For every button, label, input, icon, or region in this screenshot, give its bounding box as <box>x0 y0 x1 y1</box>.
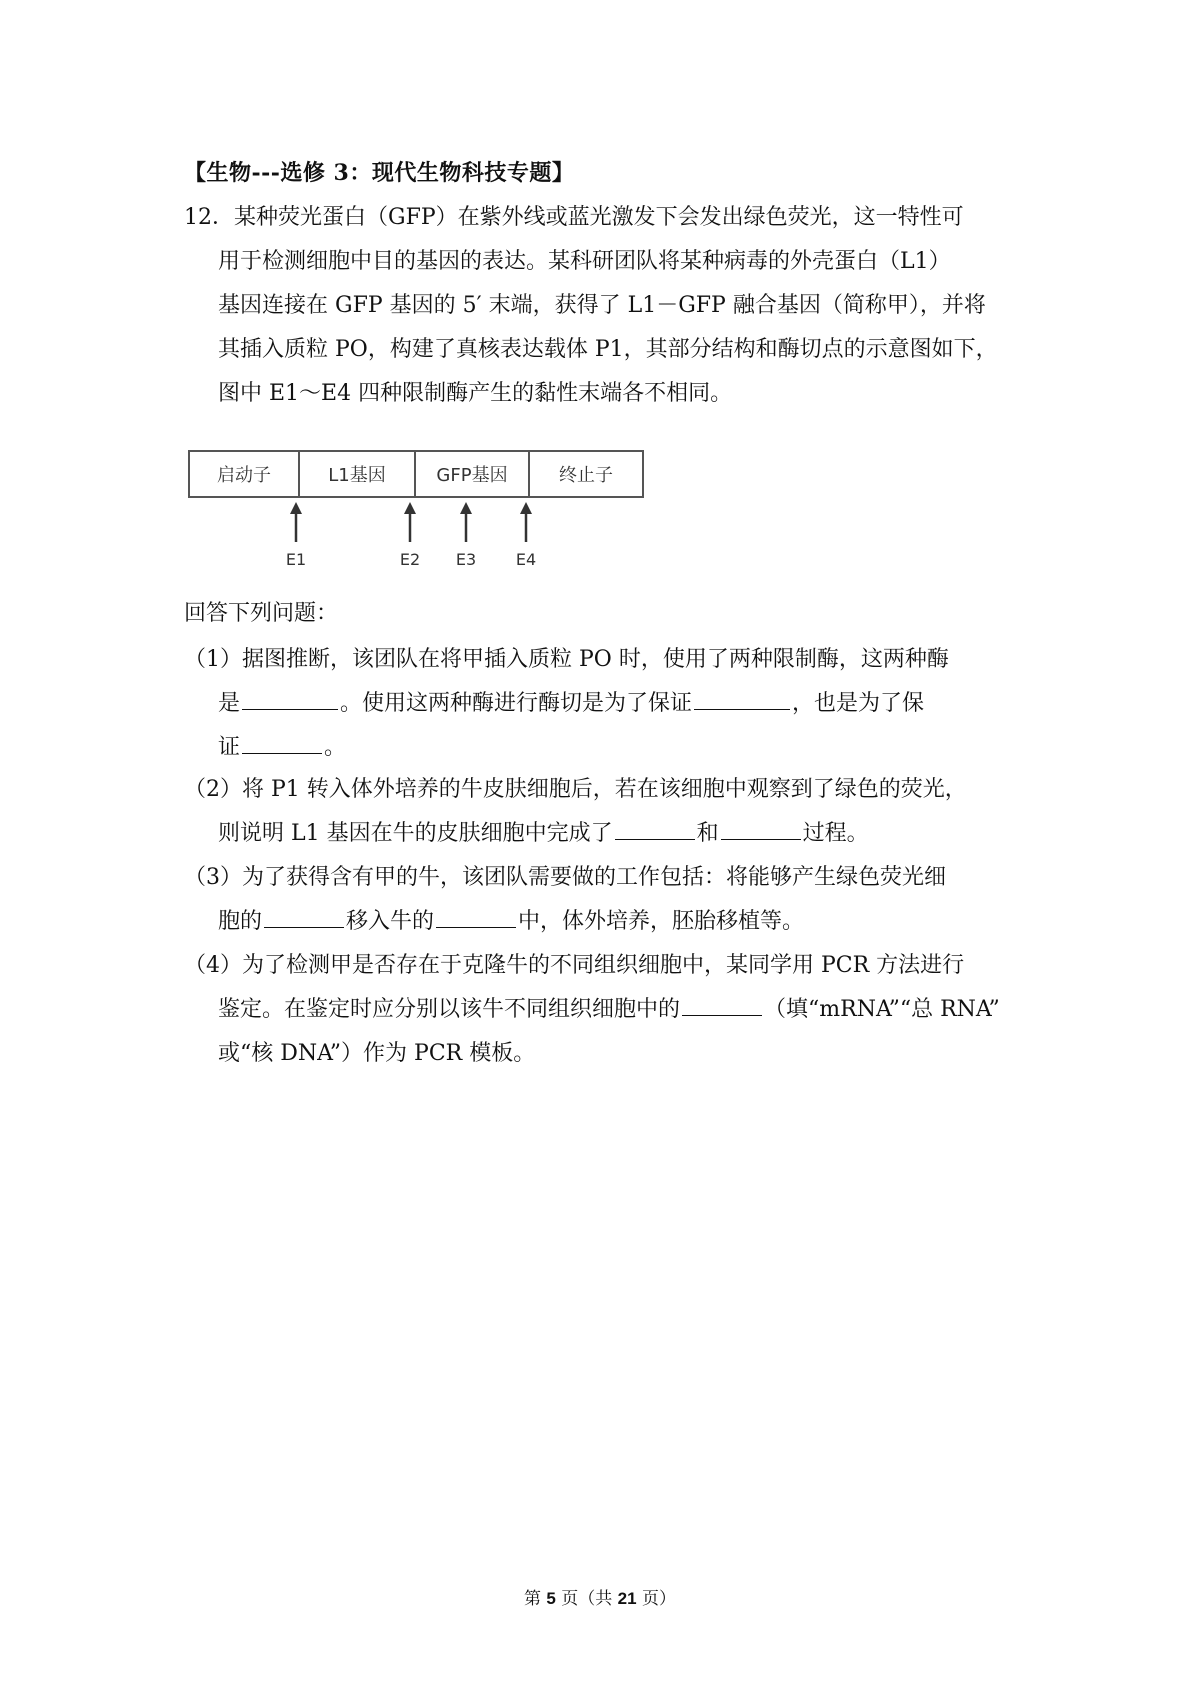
sub-question-1: （1）据图推断，该团队在将甲插入质粒 PO 时，使用了两种限制酶，这两种酶 是 。使用这两种酶进行酶切是为了保证 ，也是为了保 证 。 <box>184 647 949 760</box>
answer-blank[interactable] <box>264 901 344 928</box>
question-line-4: 其插入质粒 PO，构建了真核表达载体 P1，其部分结构和酶切点的示意图如下， <box>218 337 998 362</box>
question-line-1: 12．某种荧光蛋白（GFP）在紫外线或蓝光激发下会发出绿色荧光，这一特性可 <box>184 205 964 230</box>
answer-blank[interactable] <box>682 989 762 1016</box>
arrow-up-icon <box>400 502 420 542</box>
site-label-e3: E3 <box>455 550 477 569</box>
question-number: 12． <box>184 205 234 230</box>
arrow-up-icon <box>456 502 476 542</box>
answer-blank[interactable] <box>615 813 695 840</box>
segment-gfp-gene: GFP基因 <box>416 452 530 496</box>
arrow-up-icon <box>286 502 306 542</box>
question-line-2: 用于检测细胞中目的基因的表达。某科研团队将某种病毒的外壳蛋白（L1） <box>218 249 951 274</box>
segment-promoter: 启动子 <box>190 452 300 496</box>
current-page-number: 5 <box>546 1589 556 1608</box>
total-page-count: 21 <box>617 1589 637 1608</box>
sub-question-4: （4）为了检测甲是否存在于克隆牛的不同组织细胞中，某同学用 PCR 方法进行 鉴定。在鉴定时应分别以该牛不同组织细胞中的 （填“mRNA”“总 RNA” 或“核 DNA”）作为 PCR 模板。 <box>184 953 1000 1066</box>
section-title: 【生物---选修 3：现代生物科技专题】 <box>184 160 575 186</box>
answer-prompt: 回答下列问题： <box>184 601 339 626</box>
sub-question-2: （2）将 P1 转入体外培养的牛皮肤细胞后，若在该细胞中观察到了绿色的荧光， 则说明 L1 基因在牛的皮肤细胞中完成了 和 过程。 <box>184 777 967 846</box>
question-line-5: 图中 E1～E4 四种限制酶产生的黏性末端各不相同。 <box>218 381 733 406</box>
plasmid-structure-diagram <box>188 450 648 580</box>
question-12 <box>184 196 1034 416</box>
answer-blank[interactable] <box>694 683 790 710</box>
page-footer: 第 5 页（共 21 页） <box>523 1589 676 1609</box>
site-label-e2: E2 <box>399 550 421 569</box>
segment-l1-gene: L1基因 <box>300 452 416 496</box>
site-label-e1: E1 <box>285 550 307 569</box>
site-label-e4: E4 <box>515 550 537 569</box>
gene-construct-bar <box>188 450 644 498</box>
segment-terminator: 终止子 <box>559 465 613 486</box>
answer-blank[interactable] <box>436 901 516 928</box>
answer-blank[interactable] <box>721 813 801 840</box>
answer-blank[interactable] <box>242 727 322 754</box>
question-line-3: 基因连接在 GFP 基因的 5′ 末端，获得了 L1－GFP 融合基因（简称甲），并将 <box>218 293 986 318</box>
arrow-up-icon <box>516 502 536 542</box>
sub-question-3: （3）为了获得含有甲的牛，该团队需要做的工作包括：将能够产生绿色荧光细 胞的 移入牛的 中，体外培养，胚胎移植等。 <box>184 865 946 934</box>
answer-blank[interactable] <box>242 683 338 710</box>
